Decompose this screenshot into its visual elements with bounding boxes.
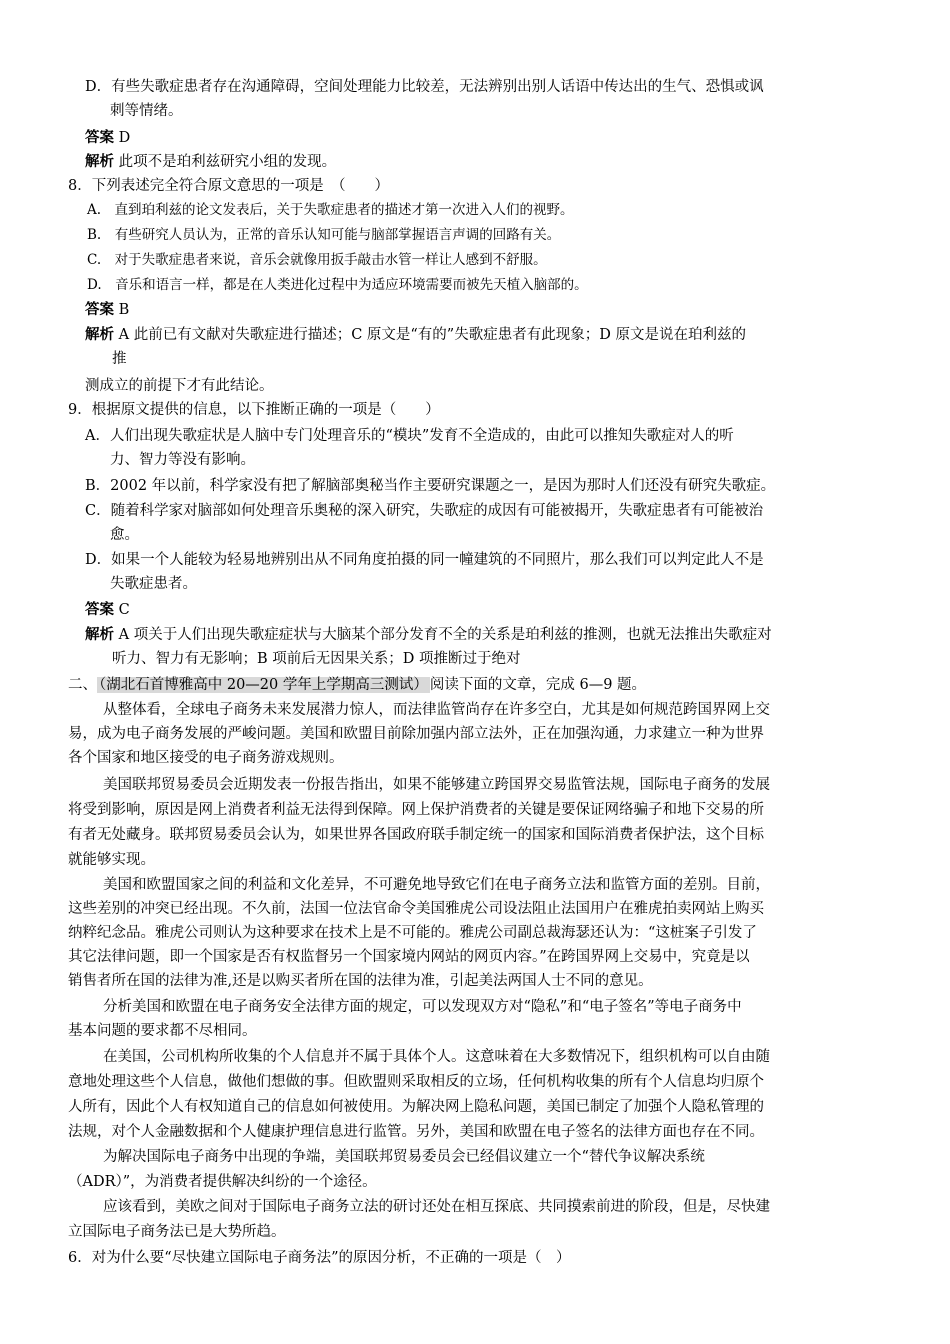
passage-p6-line2: （ADR）”，为消费者提供解决纠纷的一个途径。 (68, 1174, 377, 1190)
q8-option-a: A. 直到珀利兹的论文发表后，关于失歌症患者的描述才第一次进入人们的视野。 (87, 202, 574, 218)
section-source: （湖北石首博雅高中 20—20 学年上学期高三测试） (99, 677, 428, 693)
passage-p5-line3: 人所有，因此个人有权知道自己的信息如何被使用。为解决网上隐私问题，美国已制定了加强个人隐私管理的 (68, 1099, 764, 1115)
passage-p3-line5: 销售者所在国的法律为准,还是以购买者所在国的法律为准，引起美法两国人士不同的意见。 (68, 973, 653, 989)
q9-stem: 9．根据原文提供的信息，以下推断正确的一项是（ ） (68, 402, 440, 418)
analysis-text-line1: A 此前已有文献对失歌症进行描述；C 原文是“有的”失歌症患者有此现象；D 原文是说在珀利兹的 (118, 327, 746, 343)
q9-option-d-line2: 失歌症患者。 (110, 576, 197, 592)
passage-p2-line2: 将受到影响，原因是网上消费者利益无法得到保障。网上保护消费者的关键是要保证网络骗子和地下交易的所 (68, 802, 764, 818)
analysis-label: 解析 (85, 153, 114, 170)
passage-p7-line2: 立国际电子商务法已是大势所趋。 (68, 1224, 286, 1240)
passage-p6-line1: 为解决国际电子商务中出现的争端，美国联邦贸易委员会已经倡议建立一个“替代争议解决系统 (103, 1149, 705, 1165)
q9-option-c-line2: 愈。 (110, 527, 139, 543)
passage-p4-line2: 基本问题的要求都不尽相同。 (68, 1023, 257, 1039)
passage-p2-line3: 有者无处藏身。联邦贸易委员会认为，如果世界各国政府联手制定统一的国家和国际消费者保护法，这个目标 (68, 827, 764, 843)
passage-p3-line4: 其它法律问题，即一个国家是否有权监督另一个国家境内网站的网页内容。”在跨国界网上交易中，究竟是以 (68, 949, 750, 965)
answer-label: 答案 (85, 601, 114, 618)
q8-answer (85, 300, 129, 320)
passage-p4-line1: 分析美国和欧盟在电子商务安全法律方面的规定，可以发现双方对“隐私”和“电子签名”等电子商务中 (103, 999, 742, 1015)
q7-analysis (85, 152, 336, 172)
passage-p3-line2: 这些差别的冲突已经出现。不久前，法国一位法官命令美国雅虎公司设法阻止法国用户在雅虎拍卖网站上购买 (68, 901, 764, 917)
passage-p5-line1: 在美国，公司机构所收集的个人信息并不属于具体个人。这意味着在大多数情况下，组织机构可以自由随 (103, 1049, 770, 1065)
answer-label: 答案 (85, 301, 114, 318)
passage-p3-line1: 美国和欧盟国家之间的利益和文化差异，不可避免地导致它们在电子商务立法和监管方面的差别。目前， (103, 877, 770, 893)
answer-value: D (118, 130, 131, 146)
passage-p5-line4: 法规，对个人金融数据和个人健康护理信息进行监管。另外，美国和欧盟在电子签名的法律方面也存在不同。 (68, 1124, 764, 1140)
q7-option-d-line2: 刺等情绪。 (110, 103, 183, 119)
q8-stem: 8．下列表述完全符合原文意思的一项是 （ ） (68, 178, 389, 194)
analysis-text: 此项不是珀利兹研究小组的发现。 (118, 154, 337, 170)
passage-p5-line2: 意地处理这些个人信息，做他们想做的事。但欧盟则采取相反的立场，任何机构收集的所有个人信息均归原个 (68, 1074, 764, 1090)
answer-value: B (118, 302, 130, 318)
q9-option-a-line1: A．人们出现失歌症状是人脑中专门处理音乐的“模块”发育不全造成的，由此可以推知失歌症对人的听 (85, 428, 734, 444)
analysis-label: 解析 (85, 326, 114, 343)
q9-option-b: B．2002 年以前，科学家没有把了解脑部奥秘当作主要研究课题之一，是因为那时人们还没有研究失歌症。 (85, 478, 776, 494)
section-heading (68, 675, 646, 695)
passage-p7-line1: 应该看到，美欧之间对于国际电子商务立法的研讨还处在相互探底、共同摸索前进的阶段，但是，尽快建 (103, 1199, 770, 1215)
analysis-text-line1: A 项关于人们出现失歌症症状与大脑某个部分发育不全的关系是珀利兹的推测，也就无法推出失歌症对 (118, 627, 772, 643)
q7-answer (85, 128, 130, 148)
q7-option-d-line1: D．有些失歌症患者存在沟通障碍，空间处理能力比较差，无法辨别出别人话语中传达出的生气、恐惧或讽 (85, 79, 764, 95)
analysis-label: 解析 (85, 626, 114, 643)
passage-p2-line4: 就能够实现。 (68, 852, 155, 868)
q9-option-c-line1: C．随着科学家对脑部如何处理音乐奥秘的深入研究，失歌症的成因有可能被揭开，失歌症患者有可能被治 (85, 503, 764, 519)
answer-value: C (118, 602, 130, 618)
q8-option-d: D. 音乐和语言一样，都是在人类进化过程中为适应环境需要而被先天植入脑部的。 (87, 277, 588, 293)
passage-p1-line2: 易，成为电子商务发展的严峻问题。美国和欧盟目前除加强内部立法外，正在加强沟通，力求建立一种为世界 (68, 726, 764, 742)
q9-analysis (85, 625, 772, 645)
answer-label: 答案 (85, 129, 114, 146)
q8-analysis-line3: 测成立的前提下才有此结论。 (85, 378, 274, 394)
q8-analysis-line2: 推 (112, 351, 127, 367)
section-instruction: 阅读下面的文章，完成 6—9 题。 (429, 677, 647, 693)
section-number: 二、 (68, 677, 97, 693)
q9-option-a-line2: 力、智力等没有影响。 (110, 452, 255, 468)
q6-stem: 6．对为什么要“尽快建立国际电子商务法”的原因分析，不正确的一项是（ ） (68, 1250, 571, 1266)
passage-p2-line1: 美国联邦贸易委员会近期发表一份报告指出，如果不能够建立跨国界交易监管法规，国际电子商务的发展 (103, 777, 770, 793)
q9-answer (85, 600, 130, 620)
q9-option-d-line1: D．如果一个人能较为轻易地辨别出从不同角度拍摄的同一幢建筑的不同照片，那么我们可以判定此人不是 (85, 552, 764, 568)
passage-p3-line3: 纳粹纪念品。雅虎公司则认为这种要求在技术上是不可能的。雅虎公司副总裁海瑟还认为：“这桩案子引发了 (68, 925, 757, 941)
passage-p1-line3: 各个国家和地区接受的电子商务游戏规则。 (68, 750, 344, 766)
q8-option-b: B. 有些研究人员认为，正常的音乐认知可能与脑部掌握语言声调的回路有关。 (87, 227, 561, 243)
q9-analysis-line2: 听力、智力有无影响；B 项前后无因果关系；D 项推断过于绝对 (112, 651, 521, 667)
q8-analysis (85, 325, 746, 345)
q8-option-c: C. 对于失歌症患者来说，音乐会就像用扳手敲击水管一样让人感到不舒服。 (87, 252, 547, 268)
passage-p1-line1: 从整体看，全球电子商务未来发展潜力惊人，而法律监管尚存在许多空白，尤其是如何规范跨国界网上交 (103, 702, 770, 718)
